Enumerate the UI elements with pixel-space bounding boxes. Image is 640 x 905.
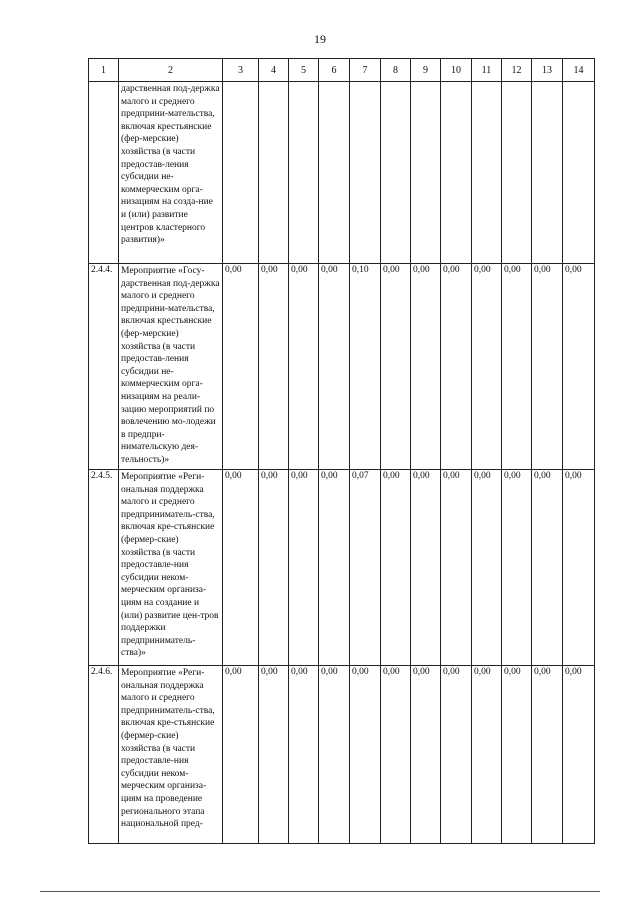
value-cell <box>381 82 411 264</box>
page-number: 19 <box>314 32 326 46</box>
row-description: Мероприятие «Госу-дарственная под-держка малого и среднего предприни-мательства, включая крестьянские (фер-мерские) хозяйства (в части предостав-ления субсидии не-коммерческим орга-низациям на реали-зацию мероприятий по вовлечению мо-лодежи в предпри-нимательскую дея-тельность)» <box>119 264 223 470</box>
value-cell: 0,00 <box>411 264 441 470</box>
value-cell: 0,00 <box>223 470 259 666</box>
column-header: 5 <box>289 59 319 82</box>
table-row <box>89 666 595 844</box>
row-number: 2.4.5. <box>89 470 119 666</box>
value-cell: 0,00 <box>223 264 259 470</box>
column-header: 11 <box>472 59 502 82</box>
column-header: 6 <box>319 59 350 82</box>
value-cell: 0,00 <box>289 666 319 844</box>
value-cell: 0,00 <box>381 264 411 470</box>
value-cell <box>502 82 532 264</box>
value-cell: 0,00 <box>502 666 532 844</box>
row-number: 2.4.4. <box>89 264 119 470</box>
row-description: Мероприятие «Реги-ональная поддержка малого и среднего предприниматель-ства, включая кре-стьянские (фермер-ские) хозяйства (в части предоставле-ния субсидии неком-мерческим организа-циям на проведение регионального этапа национальной пред- <box>119 666 223 844</box>
value-cell: 0,00 <box>441 666 472 844</box>
value-cell: 0,00 <box>259 666 289 844</box>
row-description: Мероприятие «Реги-ональная поддержка малого и среднего предприниматель-ства, включая кре-стьянские (фермер-ские) хозяйства (в части предоставле-ния субсидии неком-мерческим организа-циям на создание и (или) развитие цен-тров поддержки предприниматель-ства)» <box>119 470 223 666</box>
value-cell <box>563 82 595 264</box>
column-header: 2 <box>119 59 223 82</box>
value-cell: 0,00 <box>441 470 472 666</box>
row-number <box>89 82 119 264</box>
value-cell: 0,00 <box>319 666 350 844</box>
value-cell: 0,00 <box>532 666 563 844</box>
value-cell <box>259 82 289 264</box>
value-cell: 0,00 <box>319 264 350 470</box>
table-row <box>89 82 595 264</box>
page-bottom-divider <box>40 891 600 892</box>
column-header: 7 <box>350 59 381 82</box>
column-header: 9 <box>411 59 441 82</box>
column-header: 13 <box>532 59 563 82</box>
value-cell: 0,00 <box>259 264 289 470</box>
value-cell: 0,10 <box>350 264 381 470</box>
value-cell: 0,00 <box>223 666 259 844</box>
value-cell: 0,00 <box>563 470 595 666</box>
value-cell: 0,00 <box>532 470 563 666</box>
column-header: 10 <box>441 59 472 82</box>
value-cell: 0,00 <box>472 666 502 844</box>
value-cell <box>532 82 563 264</box>
column-header: 1 <box>89 59 119 82</box>
value-cell: 0,00 <box>472 470 502 666</box>
value-cell <box>289 82 319 264</box>
value-cell: 0,00 <box>411 470 441 666</box>
value-cell <box>411 82 441 264</box>
header-row <box>89 59 595 82</box>
value-cell: 0,00 <box>289 470 319 666</box>
column-header: 3 <box>223 59 259 82</box>
value-cell <box>319 82 350 264</box>
column-header: 4 <box>259 59 289 82</box>
value-cell <box>472 82 502 264</box>
value-cell: 0,00 <box>563 264 595 470</box>
column-header: 8 <box>381 59 411 82</box>
value-cell: 0,07 <box>350 470 381 666</box>
budget-table <box>88 58 595 844</box>
value-cell: 0,00 <box>289 264 319 470</box>
value-cell: 0,00 <box>319 470 350 666</box>
column-header: 14 <box>563 59 595 82</box>
value-cell: 0,00 <box>502 264 532 470</box>
row-number: 2.4.6. <box>89 666 119 844</box>
value-cell: 0,00 <box>502 470 532 666</box>
value-cell: 0,00 <box>532 264 563 470</box>
value-cell <box>350 82 381 264</box>
value-cell: 0,00 <box>381 470 411 666</box>
value-cell: 0,00 <box>350 666 381 844</box>
column-header: 12 <box>502 59 532 82</box>
value-cell: 0,00 <box>381 666 411 844</box>
value-cell: 0,00 <box>441 264 472 470</box>
value-cell <box>223 82 259 264</box>
value-cell: 0,00 <box>472 264 502 470</box>
value-cell <box>441 82 472 264</box>
value-cell: 0,00 <box>563 666 595 844</box>
table-row <box>89 264 595 470</box>
value-cell: 0,00 <box>259 470 289 666</box>
value-cell: 0,00 <box>411 666 441 844</box>
row-description: дарственная под-держка малого и среднего предприни-мательства, включая крестьянские (фер-мерские) хозяйства (в части предостав-ления субсидии не-коммерческим орга-низациям на созда-ние и (или) развитие центров кластерного развития)» <box>119 82 223 264</box>
table-row <box>89 470 595 666</box>
